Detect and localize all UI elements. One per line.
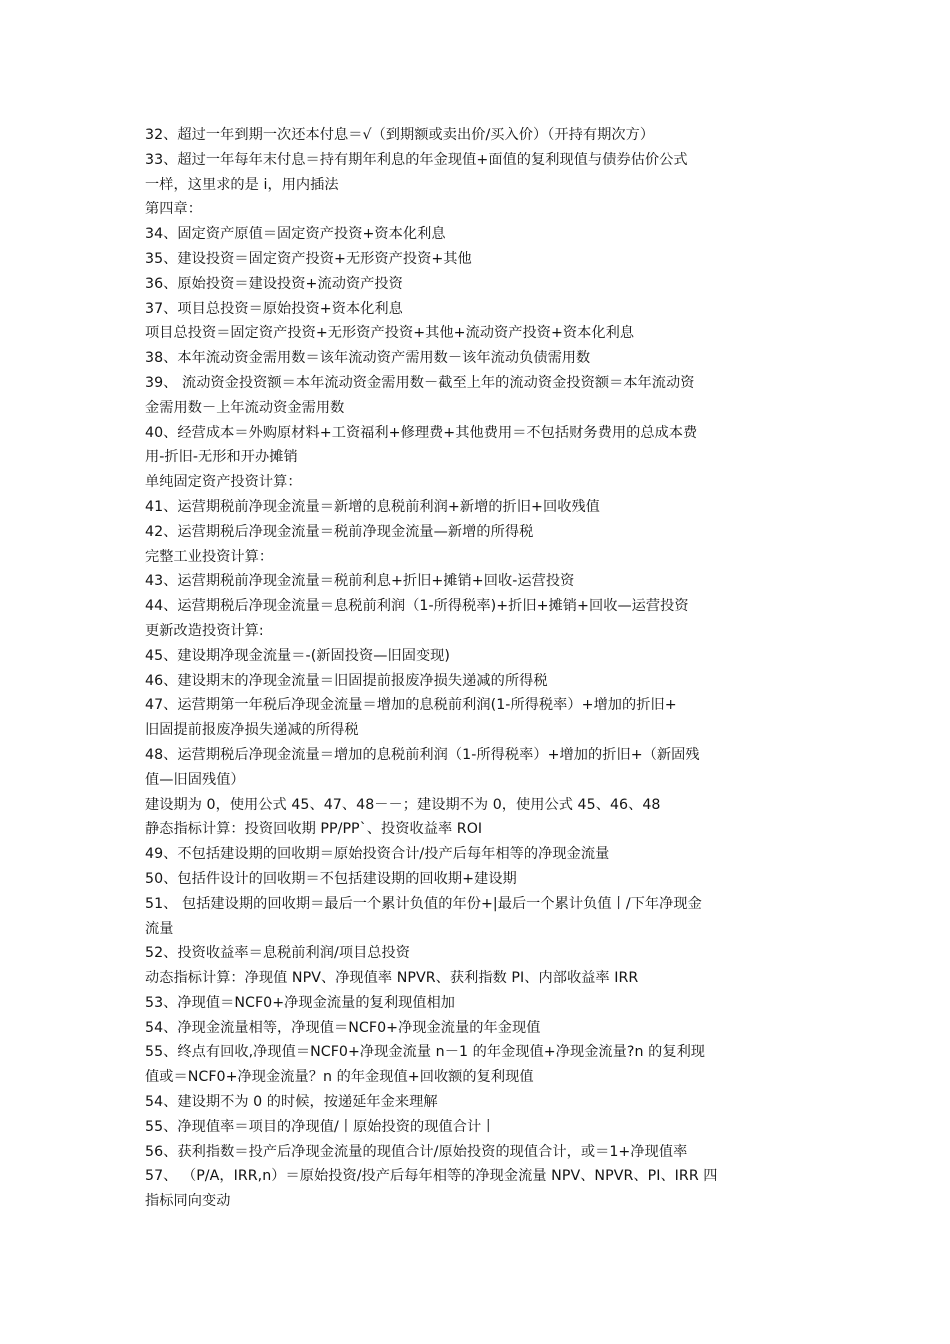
section-heading: 完整工业投资计算： [145, 548, 274, 565]
text-line: 54、建设期不为 0 的时候，按递延年金来理解 [145, 1094, 438, 1111]
text-line: 一样，这里求的是 i，用内插法 [145, 176, 339, 193]
section-heading: 静态指标计算：投资回收期 PP/PP`、投资收益率 ROI [145, 821, 483, 838]
text-line: 34、固定资产原值＝固定资产投资+资本化利息 [145, 226, 446, 243]
text-line: 旧固提前报废净损失递减的所得税 [145, 722, 359, 739]
text-line: 33、超过一年每年末付息＝持有期年利息的年金现值+面值的复利现值与债券估价公式 [145, 151, 688, 168]
text-line: 流量 [145, 920, 174, 937]
text-line: 41、运营期税前净现金流量＝新增的息税前利润+新增的折旧+回收残值 [145, 498, 600, 515]
text-line: 36、原始投资＝建设投资+流动资产投资 [145, 275, 403, 292]
document-body [145, 123, 800, 1214]
text-line: 53、净现值＝NCF0+净现金流量的复利现值相加 [145, 994, 456, 1011]
text-line: 指标同向变动 [145, 1193, 231, 1210]
text-line: 52、投资收益率＝息税前利润/项目总投资 [145, 945, 411, 962]
text-line: 51、 包括建设期的回收期＝最后一个累计负值的年份+|最后一个累计负值丨/下年净现金 [145, 895, 702, 912]
text-line: 54、净现金流量相等，净现值＝NCF0+净现金流量的年金现值 [145, 1019, 541, 1036]
section-heading: 动态指标计算：净现值 NPV、净现值率 NPVR、获利指数 PI、内部收益率 IRR [145, 970, 639, 987]
text-line: 值—旧固残值） [145, 771, 245, 788]
text-line: 57、 （P/A，IRR,n）＝原始投资/投产后每年相等的净现金流量 NPV、NPVR、PI、IRR 四 [145, 1168, 718, 1185]
text-line: 37、项目总投资＝原始投资+资本化利息 [145, 300, 403, 317]
text-line: 55、净现值率＝项目的净现值/丨原始投资的现值合计丨 [145, 1118, 496, 1135]
text-line: 金需用数－上年流动资金需用数 [145, 399, 345, 416]
text-line: 50、包括件设计的回收期＝不包括建设期的回收期+建设期 [145, 870, 517, 887]
text-line: 55、终点有回收,净现值＝NCF0+净现金流量 n－1 的年金现值+净现金流量?n 的复利现 [145, 1044, 706, 1061]
text-line: 44、运营期税后净现金流量＝息税前利润（1-所得税率)+折旧+摊销+回收—运营投资 [145, 598, 689, 615]
text-line: 38、本年流动资金需用数＝该年流动资产需用数－该年流动负债需用数 [145, 350, 591, 367]
chapter-heading: 第四章： [145, 201, 202, 218]
text-line: 56、获利指数＝投产后净现金流量的现值合计/原始投资的现值合计，或＝1+净现值率 [145, 1143, 688, 1160]
text-line: 32、超过一年到期一次还本付息＝√（到期额或卖出价/买入价）（开持有期次方） [145, 127, 655, 143]
section-heading: 更新改造投资计算: [145, 622, 264, 639]
text-line: 建设期为 0，使用公式 45、47、48－－；建设期不为 0，使用公式 45、46、48 [145, 796, 661, 813]
text-line: 46、建设期末的净现金流量＝旧固提前报废净损失递减的所得税 [145, 672, 548, 689]
text-line: 用-折旧-无形和开办摊销 [145, 449, 298, 466]
text-line: 项目总投资＝固定资产投资+无形资产投资+其他+流动资产投资+资本化利息 [145, 325, 635, 342]
text-line: 40、经营成本＝外购原材料+工资福利+修理费+其他费用＝不包括财务费用的总成本费 [145, 424, 698, 441]
text-line: 48、运营期税后净现金流量＝增加的息税前利润（1-所得税率）+增加的折旧+（新固残 [145, 746, 700, 763]
text-line: 47、运营期第一年税后净现金流量＝增加的息税前利润(1-所得税率）+增加的折旧+ [145, 697, 677, 714]
text-line: 45、建设期净现金流量＝-(新固投资—旧固变现) [145, 647, 451, 664]
text-line: 值或＝NCF0+净现金流量？n 的年金现值+回收额的复利现值 [145, 1069, 534, 1086]
text-line: 42、运营期税后净现金流量＝税前净现金流量—新增的所得税 [145, 523, 534, 540]
text-line: 49、不包括建设期的回收期＝原始投资合计/投产后每年相等的净现金流量 [145, 846, 610, 863]
text-line: 39、 流动资金投资额＝本年流动资金需用数－截至上年的流动资金投资额＝本年流动资 [145, 374, 695, 391]
text-line: 43、运营期税前净现金流量＝税前利息+折旧+摊销+回收-运营投资 [145, 573, 575, 590]
text-line: 35、建设投资＝固定资产投资+无形资产投资+其他 [145, 250, 472, 267]
section-heading: 单纯固定资产投资计算： [145, 474, 302, 491]
